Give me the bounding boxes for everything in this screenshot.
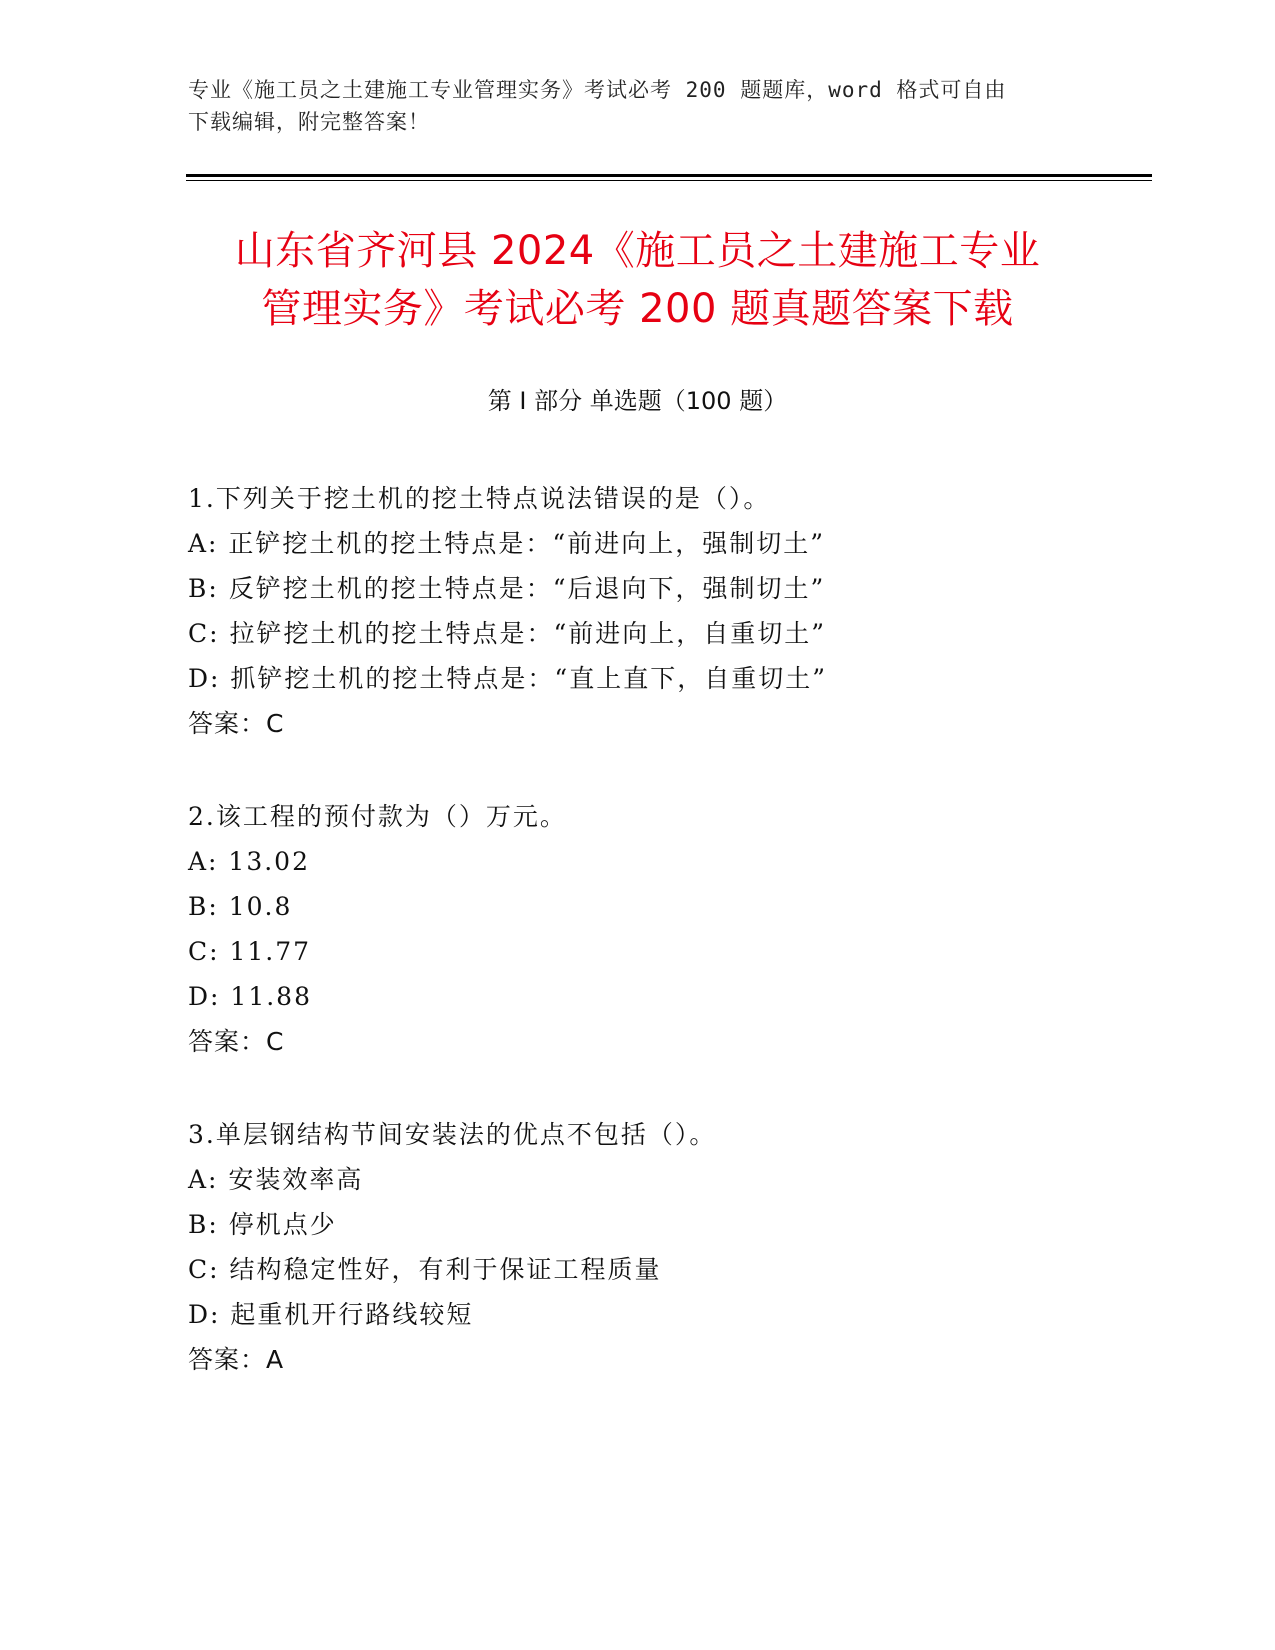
question-stem: 2.该工程的预付款为（）万元。 xyxy=(188,802,567,831)
question-stem: 3.单层钢结构节间安装法的优点不包括（）。 xyxy=(188,1120,717,1149)
option-c: C: 11.77 xyxy=(188,937,312,966)
option-c: C: 结构稳定性好，有利于保证工程质量 xyxy=(188,1255,662,1284)
section-heading: 第 I 部分 单选题（100 题） xyxy=(487,387,788,415)
answer-line: 答案：A xyxy=(188,1345,285,1374)
question-item xyxy=(188,1112,1148,1382)
option-a: A: 13.02 xyxy=(188,847,310,876)
option-a: A: 安装效率高 xyxy=(188,1165,364,1194)
question-list xyxy=(188,476,1148,1430)
question-item xyxy=(188,794,1148,1064)
option-b: B: 反铲挖土机的挖土特点是：“后退向下，强制切土” xyxy=(188,574,826,603)
option-d: D: 抓铲挖土机的挖土特点是：“直上直下，自重切土” xyxy=(188,664,827,693)
document-title-line-2: 管理实务》考试必考 200 题真题答案下载 xyxy=(261,286,1014,332)
answer-line: 答案：C xyxy=(188,709,285,738)
option-a: A: 正铲挖土机的挖土特点是：“前进向上，强制切土” xyxy=(188,529,825,558)
option-d: D: 11.88 xyxy=(188,982,312,1011)
option-c: C: 拉铲挖土机的挖土特点是：“前进向上，自重切土” xyxy=(188,619,827,648)
header-note-line-1: 专业《施工员之土建施工专业管理实务》考试必考 200 题题库，word 格式可自由 xyxy=(188,78,1007,102)
header-divider-thin xyxy=(186,180,1152,181)
option-d: D: 起重机开行路线较短 xyxy=(188,1300,474,1329)
header-divider-thick xyxy=(186,174,1152,177)
question-stem: 1.下列关于挖土机的挖土特点说法错误的是（）。 xyxy=(188,484,771,513)
header-note xyxy=(188,74,1088,138)
document-title xyxy=(150,222,1125,338)
answer-line: 答案：C xyxy=(188,1027,285,1056)
question-item xyxy=(188,476,1148,746)
option-b: B: 10.8 xyxy=(188,892,293,921)
document-title-line-1: 山东省齐河县 2024《施工员之土建施工专业 xyxy=(234,228,1041,274)
header-note-line-2: 下载编辑，附完整答案！ xyxy=(188,110,430,134)
option-b: B: 停机点少 xyxy=(188,1210,337,1239)
